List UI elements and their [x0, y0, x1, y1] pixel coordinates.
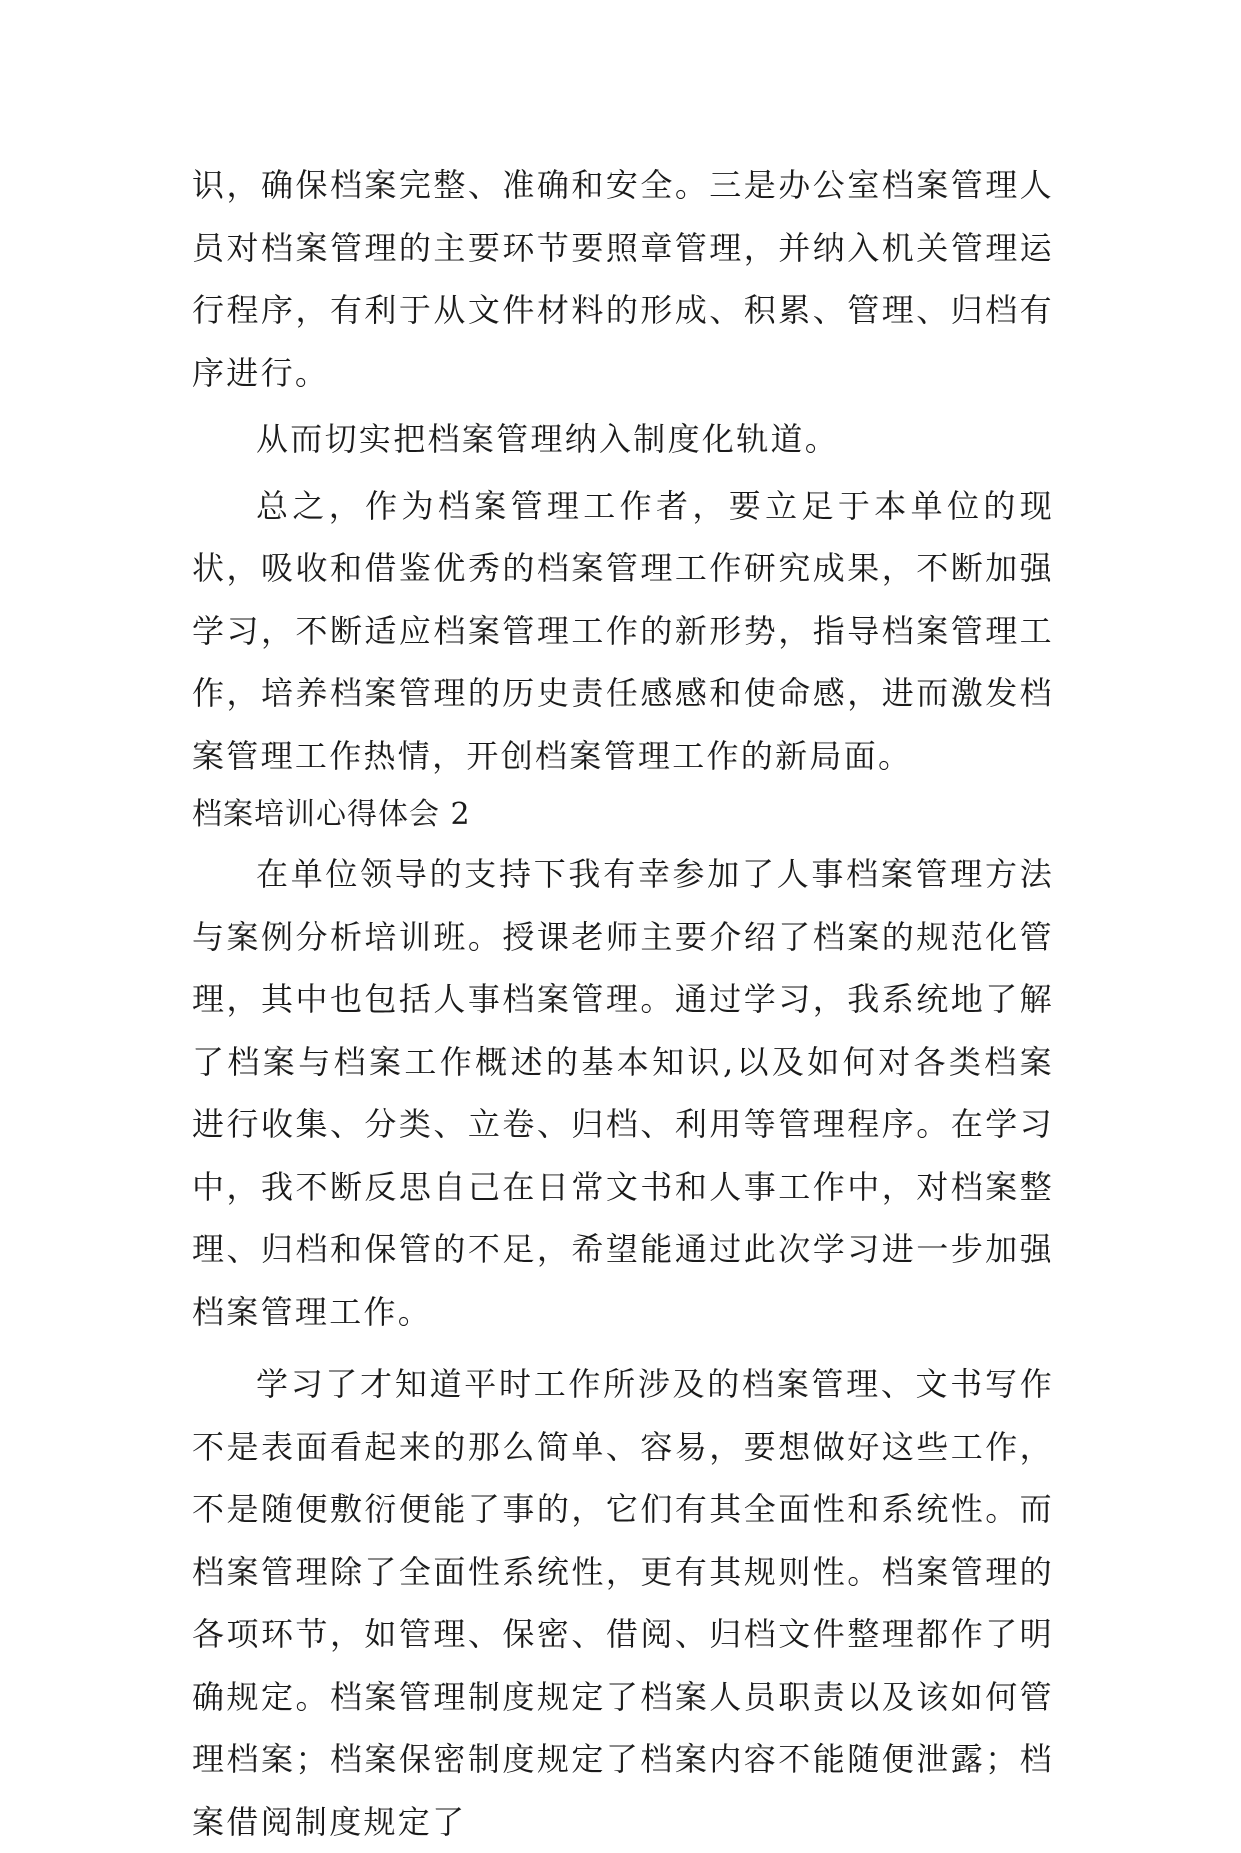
section-heading: 档案培训心得体会 2: [192, 797, 471, 832]
document-body: [192, 154, 1054, 1853]
paragraph-institutionalization: 从而切实把档案管理纳入制度化轨道。: [256, 420, 840, 458]
paragraph-conclusion: 总之，作为档案管理工作者，要立足于本单位的现状，吸收和借鉴优秀的档案管理工作研究成果，不断加强学习，不断适应档案管理工作的新形势，指导档案管理工作，培养档案管理的历史责任感感和使命感，进而激发档案管理工作热情，开创档案管理工作的新局面。: [192, 486, 1054, 775]
paragraph-continuation: 识，确保档案完整、准确和安全。三是办公室档案管理人员对档案管理的主要环节要照章管理，并纳入机关管理运行程序，有利于从文件材料的形成、积累、管理、归档有序进行。: [192, 166, 1054, 392]
paragraph-training-intro: 在单位领导的支持下我有幸参加了人事档案管理方法与案例分析培训班。授课老师主要介绍了档案的规范化管理，其中也包括人事档案管理。通过学习，我系统地了解了档案与档案工作概述的基本知识,以及如何对各类档案进行收集、分类、立卷、归档、利用等管理程序。在学习中，我不断反思自己在日常文书和人事工作中，对档案整理、归档和保管的不足，希望能通过此次学习进一步加强档案管理工作。: [192, 855, 1054, 1331]
paragraph-learning-reflection: 学习了才知道平时工作所涉及的档案管理、文书写作不是表面看起来的那么简单、容易，要想做好这些工作，不是随便敷衍便能了事的，它们有其全面性和系统性。而档案管理除了全面性系统性，更有其规则性。档案管理的各项环节，如管理、保密、借阅、归档文件整理都作了明确规定。档案管理制度规定了档案人员职责以及该如何管理档案；档案保密制度规定了档案内容不能随便泄露；档案借阅制度规定了: [192, 1365, 1054, 1841]
